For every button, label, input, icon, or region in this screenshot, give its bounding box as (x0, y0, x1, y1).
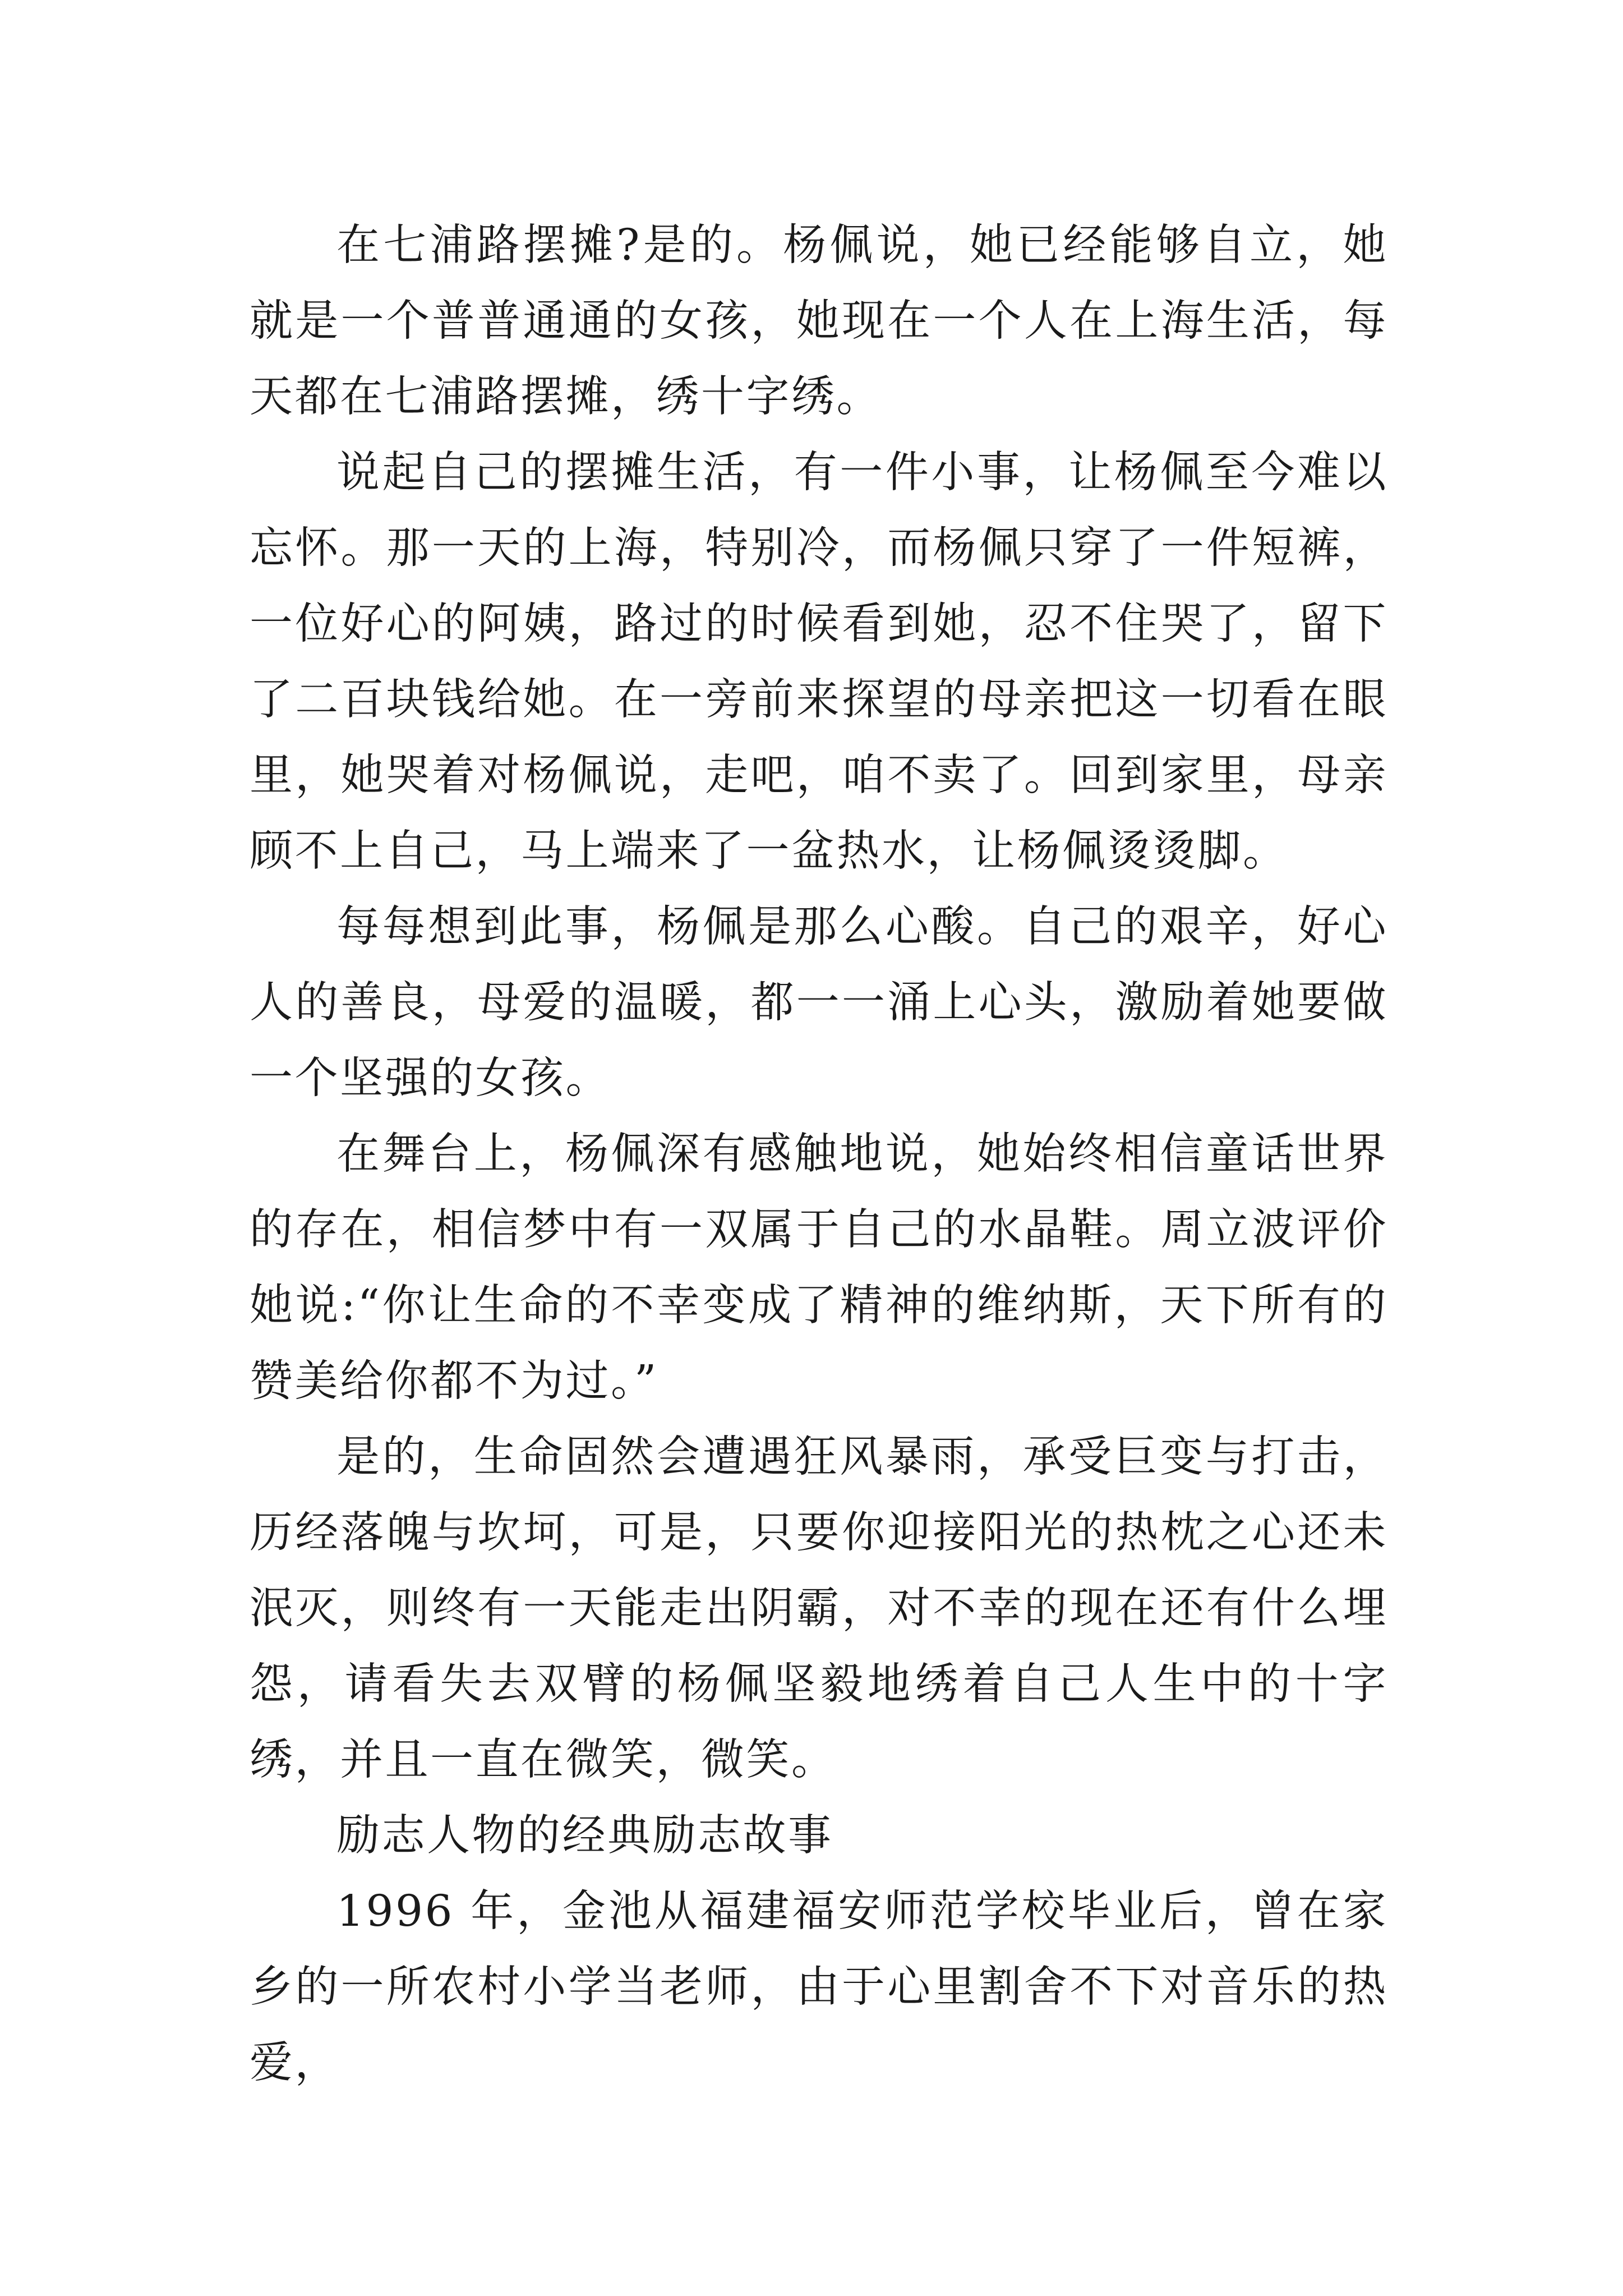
paragraph-cold-day-story: 说起自己的摆摊生活，有一件小事，让杨佩至今难以忘怀。那一天的上海，特别冷，而杨佩只穿了一件短裤，一位好心的阿姨，路过的时候看到她，忍不住哭了，留下了二百块钱给她。在一旁前来探望的母亲把这一切看在眼里，她哭着对杨佩说，走吧，咱不卖了。回到家里，母亲顾不上自己，马上端来了一盆热水，让杨佩烫烫脚。 (250, 448, 1388, 876)
section-heading: 励志人物的经典励志故事 (336, 1811, 833, 1861)
paragraph-conclusion: 是的，生命固然会遭遇狂风暴雨，承受巨变与打击，历经落魄与坎坷，可是，只要你迎接阳光的热枕之心还未泯灭，则终有一天能走出阴霸，对不幸的现在还有什么埋怨，请看失去双臂的杨佩坚毅地绣着自己人生中的十字绣，并且一直在微笑，微笑。 (250, 1432, 1388, 1785)
paragraph-bitter-memory: 每每想到此事，杨佩是那么心酸。自己的艰辛，好心人的善良，母爱的温暖，都一一涌上心头，激励着她要做一个坚强的女孩。 (250, 902, 1388, 1103)
document-body (250, 208, 1388, 2101)
paragraph-stage-remarks: 在舞台上，杨佩深有感触地说，她始终相信童话世界的存在，相信梦中有一双属于自己的水晶鞋。周立波评价她说:“你让生命的不幸变成了精神的维纳斯，天下所有的赞美给你都不为过。” (250, 1129, 1388, 1406)
paragraph-jin-chi-intro: 1996 年，金池从福建福安师范学校毕业后，曾在家乡的一所农村小学当老师，由于心里割舍不下对音乐的热爱， (250, 1887, 1388, 2088)
paragraph-street-stall: 在七浦路摆摊?是的。杨佩说，她已经能够自立，她就是一个普普通通的女孩，她现在一个人在上海生活，每天都在七浦路摆摊，绣十字绣。 (250, 220, 1388, 422)
